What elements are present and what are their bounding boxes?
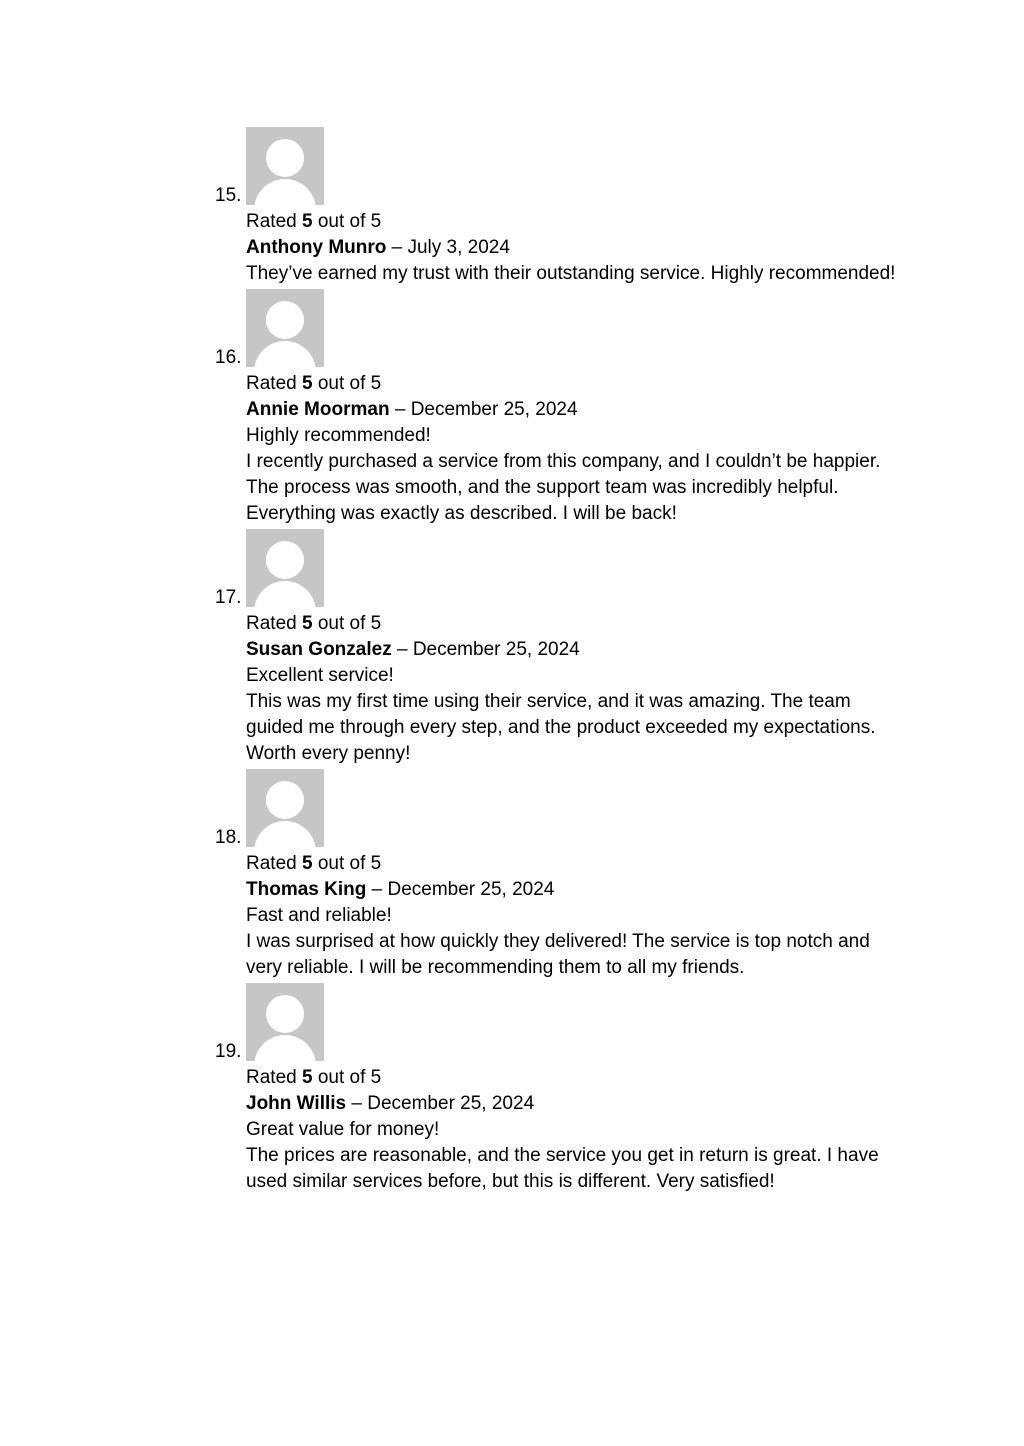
review-item — [0, 127, 1024, 287]
review-item — [0, 769, 1024, 981]
rating-prefix: Rated — [246, 613, 297, 634]
review-body: This was my first time using their service, and it was amazing. The team guided me through every step, and the product exceeded my expectations. Worth every penny! — [246, 691, 876, 764]
avatar-placeholder-icon — [246, 769, 324, 847]
review-meta — [246, 1091, 901, 1117]
review-date: December 25, 2024 — [410, 399, 578, 420]
avatar-head — [266, 995, 304, 1033]
review-title: Great value for money! — [246, 1119, 440, 1140]
review-body: I was surprised at how quickly they delivered! The service is top notch and very reliable. I will be recommending them to all my friends. — [246, 931, 870, 978]
review-list — [0, 127, 1024, 1197]
avatar-body — [254, 1035, 316, 1061]
review-body: They’ve earned my trust with their outstanding service. Highly recommended! — [246, 263, 896, 284]
avatar-head — [266, 781, 304, 819]
review-title: Fast and reliable! — [246, 905, 392, 926]
avatar-body — [254, 581, 316, 607]
review-meta — [246, 397, 901, 423]
rating-suffix: out of 5 — [317, 211, 382, 232]
rating-value: 5 — [301, 211, 313, 232]
date-separator: – — [386, 237, 408, 258]
review-number: 17. — [215, 587, 242, 608]
rating-value: 5 — [301, 373, 313, 394]
avatar-placeholder-icon — [246, 983, 324, 1061]
review-meta — [246, 877, 901, 903]
date-separator: – — [366, 879, 388, 900]
rating-suffix: out of 5 — [317, 613, 382, 634]
review-number: 19. — [215, 1041, 242, 1062]
rating-suffix: out of 5 — [317, 373, 382, 394]
review-date: December 25, 2024 — [367, 1093, 535, 1114]
avatar-body — [254, 821, 316, 847]
review-date: July 3, 2024 — [407, 237, 510, 258]
date-separator: – — [389, 399, 411, 420]
rating-prefix: Rated — [246, 211, 297, 232]
review-date: December 25, 2024 — [387, 879, 555, 900]
avatar-head — [266, 541, 304, 579]
rating-prefix: Rated — [246, 853, 297, 874]
avatar-head — [266, 139, 304, 177]
rating-suffix: out of 5 — [317, 853, 382, 874]
avatar-placeholder-icon — [246, 289, 324, 367]
review-meta — [246, 637, 901, 663]
review-rating — [246, 611, 901, 637]
rating-value: 5 — [301, 853, 313, 874]
review-rating — [246, 1065, 901, 1091]
review-author: Susan Gonzalez — [246, 639, 392, 660]
review-number: 16. — [215, 347, 242, 368]
rating-value: 5 — [301, 613, 313, 634]
review-title: Excellent service! — [246, 665, 394, 686]
avatar-head — [266, 301, 304, 339]
review-date: December 25, 2024 — [412, 639, 580, 660]
rating-value: 5 — [301, 1067, 313, 1088]
review-rating — [246, 851, 901, 877]
review-item — [0, 289, 1024, 527]
rating-prefix: Rated — [246, 1067, 297, 1088]
review-author: Thomas King — [246, 879, 367, 900]
review-item — [0, 983, 1024, 1195]
avatar-placeholder-icon — [246, 127, 324, 205]
avatar-placeholder-icon — [246, 529, 324, 607]
avatar-body — [254, 179, 316, 205]
review-rating — [246, 371, 901, 397]
rating-suffix: out of 5 — [317, 1067, 382, 1088]
review-item — [0, 529, 1024, 767]
date-separator: – — [346, 1093, 368, 1114]
avatar-body — [254, 341, 316, 367]
review-author: Annie Moorman — [246, 399, 390, 420]
review-author: John Willis — [246, 1093, 347, 1114]
review-number: 18. — [215, 827, 242, 848]
review-body: I recently purchased a service from this company, and I couldn’t be happier. The process was smooth, and the support team was incredibly helpful. Everything was exactly as described. I will be back! — [246, 451, 881, 524]
review-title: Highly recommended! — [246, 425, 431, 446]
rating-prefix: Rated — [246, 373, 297, 394]
review-author: Anthony Munro — [246, 237, 387, 258]
review-meta — [246, 235, 901, 261]
review-body: The prices are reasonable, and the service you get in return is great. I have used similar services before, but this is different. Very satisfied! — [246, 1145, 879, 1192]
review-rating — [246, 209, 901, 235]
date-separator: – — [391, 639, 413, 660]
review-number: 15. — [215, 185, 242, 206]
